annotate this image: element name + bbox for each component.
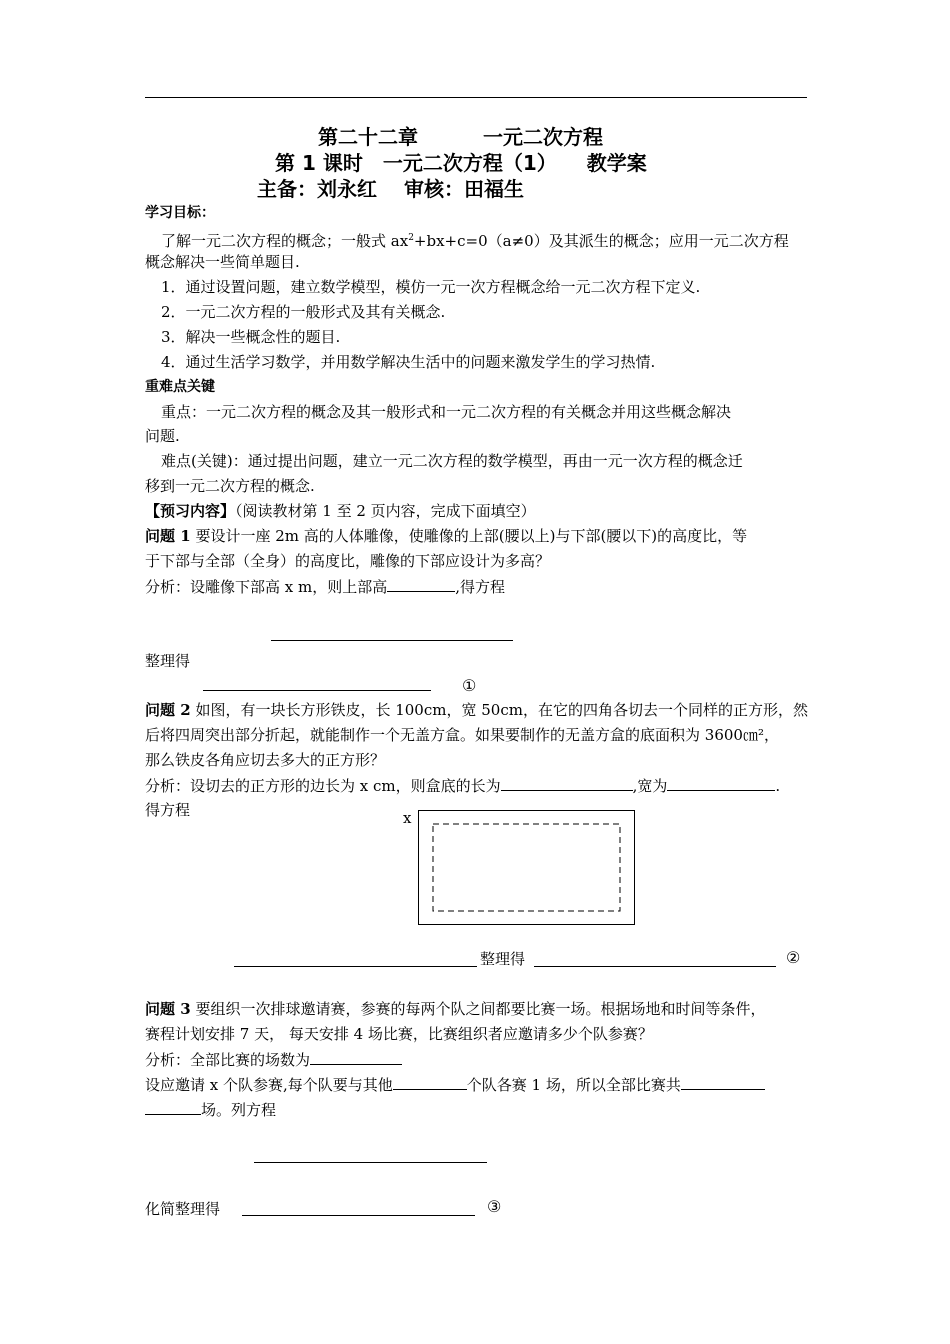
keypoints-heading: 重难点关键 [145,379,215,395]
q1-analysis-text: 分析：设雕像下部高 x m，则上部高 [145,578,388,596]
q3-tidy-label: 化简整理得 [145,1200,221,1218]
q1-analysis-end: ,得方程 [455,578,506,596]
q3-setup-2 [145,1099,276,1120]
preview-note: （阅读教材第 1 至 2 页内容，完成下面填空） [235,502,536,520]
q2-width-text: ,宽为 [632,777,668,795]
q3-total-blank-2[interactable] [145,1099,201,1115]
q2-analysis-text: 分析：设切去的正方形的边长为 x cm，则盒底的长为 [145,777,501,795]
q3-other-teams-blank[interactable] [393,1074,467,1090]
q2-equation-mark: ② [786,948,801,967]
q1-text-2: 于下部与全部（全身）的高度比，雕像的下部应设计为多高？ [145,552,551,570]
q1-tidy-blank[interactable] [203,690,431,691]
q2-label: 问题 2 [145,701,191,719]
q3-total-games-blank[interactable] [310,1049,402,1065]
q2-tidy-label: 整理得 [480,950,526,968]
q1-equation-mark: ① [462,676,477,695]
q1-text-1 [145,526,747,546]
goal-item-4: 4．通过生活学习数学，并用数学解决生活中的问题来激发学生的学习热情. [161,353,656,371]
focus-line-2: 问题. [145,427,180,445]
preview-line [145,501,536,521]
q2-equation-label: 得方程 [145,801,191,819]
goal-item-3: 3．解决一些概念性的题目. [161,328,341,346]
iron-sheet-outline [419,811,635,925]
goals-intro-exponent: 2 [408,233,414,243]
q1-text-part1: 要设计一座 2m 高的人体雕像，使雕像的上部(腰以上)与下部(腰以下)的高度比，等 [190,527,748,545]
q1-tidy-label: 整理得 [145,652,191,670]
q2-analysis-period: . [775,777,781,795]
q2-width-blank[interactable] [667,775,775,791]
q3-setup-text-a: 设应邀请 x 个队参赛,每个队要与其他 [145,1076,393,1094]
q3-setup-text-c: 场。列方程 [201,1101,277,1119]
goals-intro-cont: 概念解决一些简单题目. [145,253,300,271]
q2-tidy-blank[interactable] [534,966,776,967]
goals-intro [161,228,789,251]
iron-sheet-figure [418,810,636,926]
q3-analysis [145,1049,402,1070]
goals-heading: 学习目标： [145,205,215,221]
q1-equation-blank[interactable] [271,640,513,641]
q2-text-1 [145,700,808,720]
q2-equation-blank[interactable] [234,966,477,967]
authors-line: 主备：刘永红 审核：田福生 [257,177,524,201]
q1-analysis [145,576,505,597]
difficulty-line-1: 难点(关键)：通过提出问题，建立一元二次方程的数学模型，再由一元一次方程的概念迁 [161,452,743,470]
q3-text-2: 赛程计划安排 7 天， 每天安排 4 场比赛，比赛组织者应邀请多少个队参赛？ [145,1025,653,1043]
chapter-title [318,125,603,149]
preview-heading: 【预习内容】 [145,502,236,520]
goal-item-1: 1．通过设置问题，建立数学模型，模仿一元一次方程概念给一元二次方程下定义. [161,278,701,296]
q3-total-blank-1[interactable] [681,1074,765,1090]
q3-text-part1: 要组织一次排球邀请赛，参赛的每两个队之间都要比赛一场。根据场地和时间等条件， [190,1000,766,1018]
q3-setup-text-b: 个队各赛 1 场，所以全部比赛共 [466,1076,681,1094]
q1-label: 问题 1 [145,527,191,545]
q3-tidy-blank[interactable] [242,1215,475,1216]
focus-line-1: 重点：一元二次方程的概念及其一般形式和一元二次方程的有关概念并用这些概念解决 [161,403,732,421]
q3-label: 问题 3 [145,1000,191,1018]
goal-item-2: 2．一元二次方程的一般形式及其有关概念. [161,303,446,321]
q3-setup-1 [145,1074,765,1095]
chapter-number: 第二十二章 [318,125,418,149]
header-rule [145,97,807,98]
fold-lines-dashed [433,824,620,911]
q1-upper-height-blank[interactable] [387,576,455,592]
goals-intro-part2: +bx+c=0（a≠0）及其派生的概念；应用一元二次方程 [413,232,789,250]
q3-text-1 [145,999,765,1019]
q2-analysis [145,775,780,796]
lesson-title: 第 1 课时 一元二次方程（1） 教学案 [275,151,647,175]
q2-text-part1: 如图，有一块长方形铁皮，长 100cm，宽 50cm，在它的四角各切去一个同样的正方形，然 [190,701,808,719]
q3-equation-blank[interactable] [254,1162,487,1163]
q3-analysis-text: 分析：全部比赛的场数为 [145,1051,311,1069]
q2-length-blank[interactable] [501,775,633,791]
q2-text-3: 那么铁皮各角应切去多大的正方形？ [145,751,386,769]
figure-x-label: x [403,809,412,827]
q3-equation-mark: ③ [487,1197,502,1216]
difficulty-line-2: 移到一元二次方程的概念. [145,477,315,495]
goals-intro-part1: 了解一元二次方程的概念；一般式 ax [161,232,409,250]
q2-text-2: 后将四周突出部分折起，就能制作一个无盖方盒。如果要制作的无盖方盒的底面积为 3600㎝²， [145,726,779,744]
chapter-name: 一元二次方程 [482,125,603,149]
